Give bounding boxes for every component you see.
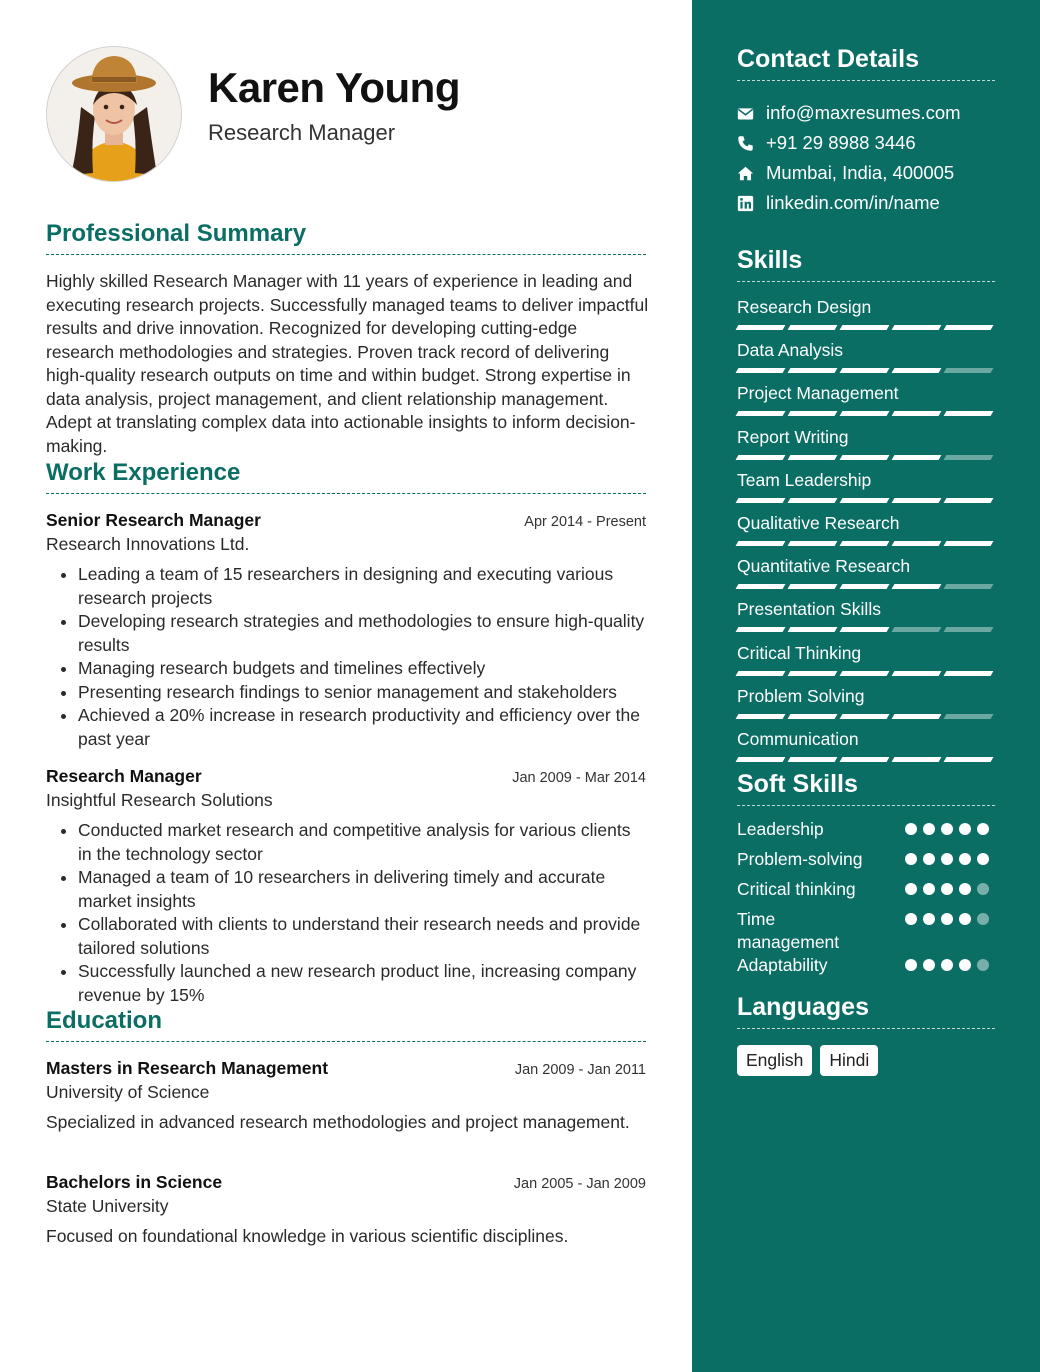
contact-address [737, 158, 1017, 188]
skill-item [737, 728, 995, 771]
experience-item [46, 510, 646, 751]
summary-text: Highly skilled Research Manager with 11 years of experience in leading and executing research projects. Successfully managed teams to deliver impactful results and drive innovation. Recognized for developing cutting-edge research methodologies and strategies. Proven track record of delivering high-quality research outputs on time and within budget. Strong expertise in data analysis, project management, and client relationship management. Adept at translating complex data into actionable insights to inform decision-making. [46, 271, 649, 456]
rating-dot [905, 959, 917, 971]
skill-level-segment [736, 627, 786, 632]
education-date: Jan 2009 - Jan 2011 [514, 1062, 646, 1078]
job-bullet: • Successfully launched a new research product line, increasing company revenue by 15% [78, 960, 646, 1007]
skill-level-segment [840, 714, 890, 719]
summary-heading: Professional Summary [46, 220, 646, 255]
rating-dot [923, 883, 935, 895]
skill-item [737, 296, 995, 339]
skill-level-segment [788, 325, 838, 330]
linkedin-text: linkedin.com/in/name [766, 192, 940, 213]
soft-skill-name: Problem-solving [737, 849, 863, 869]
soft-skill-item [737, 878, 997, 908]
education-heading: Education [46, 1007, 646, 1042]
contact-linkedin[interactable] [737, 188, 1017, 218]
rating-dot [923, 823, 935, 835]
skill-level-bar [737, 757, 995, 762]
skill-name: Data Analysis [737, 340, 844, 361]
skill-level-segment [892, 541, 942, 546]
skill-level-segment [788, 757, 838, 762]
soft-skill-rating [905, 823, 989, 835]
skill-level-segment [736, 368, 786, 373]
rating-dot [941, 913, 953, 925]
phone-icon [737, 135, 754, 152]
soft-skill-rating [905, 913, 989, 925]
skill-name: Report Writing [737, 426, 849, 447]
skill-level-segment [892, 325, 942, 330]
skill-name: Presentation Skills [737, 599, 881, 620]
job-bullets [46, 819, 646, 1007]
job-title: Research Manager [46, 766, 202, 786]
soft-skill-rating [905, 853, 989, 865]
profile-photo [46, 46, 182, 182]
language-tag: Hindi [820, 1045, 878, 1076]
rating-dot [941, 959, 953, 971]
linkedin-icon [737, 195, 754, 212]
soft-skill-name: Critical thinking [737, 879, 856, 899]
skill-level-segment [944, 411, 994, 416]
skill-level-segment [788, 541, 838, 546]
job-bullet: • Achieved a 20% increase in research productivity and efficiency over the past year [78, 704, 646, 751]
rating-dot [977, 853, 989, 865]
skill-level-bar [737, 455, 995, 460]
candidate-title: Research Manager [208, 120, 396, 145]
school-name: University of Science [46, 1082, 210, 1102]
skill-item [737, 339, 995, 382]
skill-level-segment [840, 368, 890, 373]
skill-level-segment [840, 627, 890, 632]
skill-level-segment [944, 584, 994, 589]
soft-skill-item [737, 818, 997, 848]
skill-level-segment [788, 627, 838, 632]
languages-heading: Languages [737, 993, 995, 1029]
rating-dot [941, 883, 953, 895]
rating-dot [959, 883, 971, 895]
education-item [46, 1058, 646, 1135]
skill-level-segment [944, 455, 994, 460]
skill-name: Project Management [737, 383, 899, 404]
skill-item [737, 512, 995, 555]
rating-dot [959, 853, 971, 865]
envelope-icon [737, 105, 754, 122]
job-company: Insightful Research Solutions [46, 790, 273, 810]
rating-dot [977, 823, 989, 835]
skill-name: Research Design [737, 297, 872, 317]
contact-phone[interactable] [737, 128, 1017, 158]
job-title: Senior Research Manager [46, 510, 261, 530]
education-date: Jan 2005 - Jan 2009 [513, 1176, 646, 1192]
skill-level-segment [892, 671, 942, 676]
skill-level-bar [737, 714, 995, 719]
skill-level-segment [736, 757, 786, 762]
experience-heading: Work Experience [46, 459, 646, 494]
job-bullet: • Managed a team of 10 researchers in delivering timely and accurate market insights [78, 866, 646, 913]
skill-level-bar [737, 671, 995, 676]
education-description: Focused on foundational knowledge in various scientific disciplines. [46, 1226, 569, 1246]
soft-skill-name: Time management [737, 909, 840, 952]
home-icon [737, 165, 754, 182]
skill-level-bar [737, 627, 995, 632]
contact-list [737, 98, 1017, 218]
skill-level-segment [788, 411, 838, 416]
job-bullet: • Leading a team of 15 researchers in designing and executing various research projects [78, 563, 646, 610]
skill-level-segment [788, 498, 838, 503]
skill-item [737, 382, 995, 425]
skill-level-segment [944, 498, 994, 503]
soft-skill-rating [905, 883, 989, 895]
job-bullet: • Developing research strategies and methodologies to ensure high-quality results [78, 610, 646, 657]
skill-name: Quantitative Research [737, 556, 911, 577]
rating-dot [905, 883, 917, 895]
skill-level-segment [840, 325, 890, 330]
job-bullets [46, 563, 646, 751]
skill-level-segment [944, 325, 994, 330]
skill-name: Problem Solving [737, 685, 865, 706]
rating-dot [923, 913, 935, 925]
soft-skill-item [737, 848, 997, 878]
contact-heading: Contact Details [737, 45, 995, 81]
rating-dot [941, 823, 953, 835]
skill-level-segment [892, 455, 942, 460]
skills-list [737, 296, 995, 771]
soft-skill-item [737, 908, 997, 954]
skill-level-segment [892, 714, 942, 719]
language-tag: English [737, 1045, 812, 1076]
skill-level-segment [736, 671, 786, 676]
skill-level-segment [944, 541, 994, 546]
skill-name: Qualitative Research [737, 512, 900, 533]
skill-level-bar [737, 368, 995, 373]
skill-level-segment [944, 368, 994, 373]
skill-level-segment [840, 757, 890, 762]
skill-item [737, 598, 995, 641]
email-text: info@maxresumes.com [766, 102, 961, 123]
rating-dot [977, 883, 989, 895]
skill-level-segment [892, 627, 942, 632]
skill-level-segment [736, 455, 786, 460]
skill-item [737, 426, 995, 469]
skill-level-bar [737, 498, 995, 503]
rating-dot [959, 913, 971, 925]
experience-item [46, 766, 646, 1007]
job-company: Research Innovations Ltd. [46, 534, 250, 554]
skill-level-segment [736, 498, 786, 503]
degree-title: Masters in Research Management [46, 1058, 329, 1078]
skill-level-segment [944, 714, 994, 719]
skill-level-bar [737, 584, 995, 589]
candidate-name: Karen Young [208, 64, 460, 111]
skill-name: Critical Thinking [737, 642, 862, 663]
skill-level-segment [788, 671, 838, 676]
rating-dot [905, 913, 917, 925]
skill-level-segment [788, 368, 838, 373]
soft-skill-item [737, 954, 997, 984]
job-bullet: • Conducted market research and competitive analysis for various clients in the technology sector [78, 819, 646, 866]
skill-level-segment [840, 541, 890, 546]
skill-level-segment [892, 584, 942, 589]
skill-level-segment [892, 411, 942, 416]
job-date: Jan 2009 - Mar 2014 [512, 770, 646, 786]
contact-email[interactable] [737, 98, 1017, 128]
skill-level-bar [737, 541, 995, 546]
skill-level-bar [737, 411, 995, 416]
skill-level-segment [944, 627, 994, 632]
skill-level-segment [944, 757, 994, 762]
job-bullet: • Presenting research findings to senior management and stakeholders [78, 681, 646, 705]
skill-level-segment [736, 584, 786, 589]
skill-name: Communication [737, 728, 859, 749]
skill-item [737, 555, 995, 598]
skill-level-segment [736, 325, 786, 330]
rating-dot [977, 913, 989, 925]
skill-item [737, 685, 995, 728]
degree-title: Bachelors in Science [46, 1172, 223, 1192]
rating-dot [905, 853, 917, 865]
rating-dot [977, 959, 989, 971]
skills-heading: Skills [737, 246, 995, 282]
sidebar [692, 0, 1040, 1372]
education-item [46, 1172, 646, 1249]
portrait-image [47, 47, 181, 181]
skill-level-segment [840, 584, 890, 589]
skill-level-segment [736, 714, 786, 719]
rating-dot [905, 823, 917, 835]
rating-dot [923, 853, 935, 865]
skill-level-segment [788, 714, 838, 719]
soft-skills-list [737, 818, 997, 984]
address-text: Mumbai, India, 400005 [766, 162, 955, 183]
school-name: State University [46, 1196, 169, 1216]
job-bullet: • Collaborated with clients to understand their research needs and provide tailored solutions [78, 913, 646, 960]
skill-name: Team Leadership [737, 469, 872, 490]
skill-level-segment [788, 455, 838, 460]
skill-level-segment [840, 411, 890, 416]
skill-item [737, 469, 995, 512]
skill-level-segment [892, 368, 942, 373]
skill-level-segment [788, 584, 838, 589]
education-description: Specialized in advanced research methodologies and project management. [46, 1112, 630, 1132]
skill-level-segment [944, 671, 994, 676]
job-date: Apr 2014 - Present [524, 514, 646, 530]
soft-skill-name: Leadership [737, 819, 824, 839]
skill-level-segment [736, 541, 786, 546]
skill-level-segment [840, 455, 890, 460]
rating-dot [923, 959, 935, 971]
soft-skill-name: Adaptability [737, 955, 828, 975]
soft-skill-rating [905, 959, 989, 971]
languages-list [737, 1045, 878, 1076]
skill-level-segment [892, 498, 942, 503]
rating-dot [959, 959, 971, 971]
skill-level-segment [840, 671, 890, 676]
job-bullet: • Managing research budgets and timelines effectively [78, 657, 646, 681]
phone-text: +91 29 8988 3446 [766, 132, 916, 153]
skill-item [737, 642, 995, 685]
skill-level-segment [840, 498, 890, 503]
skill-level-segment [736, 411, 786, 416]
soft-skills-heading: Soft Skills [737, 770, 995, 806]
rating-dot [941, 853, 953, 865]
skill-level-segment [892, 757, 942, 762]
rating-dot [959, 823, 971, 835]
skill-level-bar [737, 325, 995, 330]
